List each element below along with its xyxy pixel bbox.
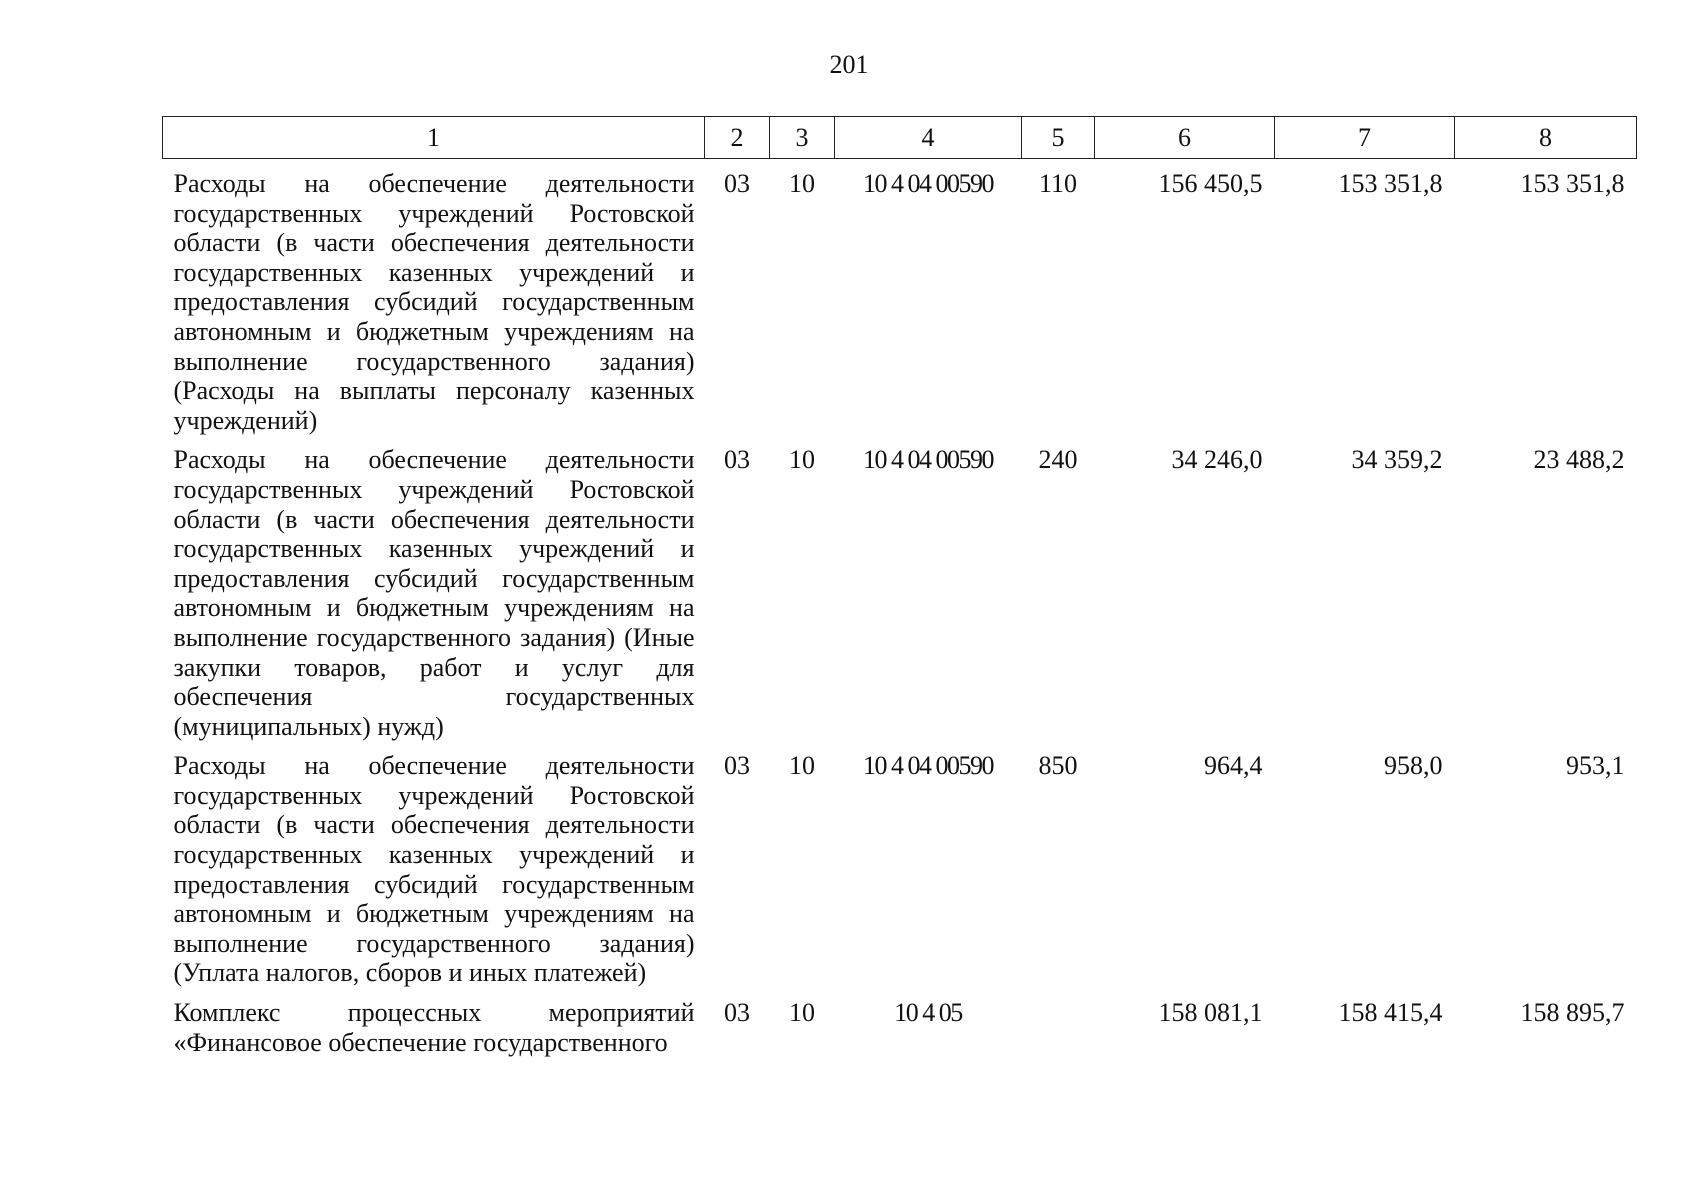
row-section: 03 <box>724 169 750 198</box>
header-row <box>163 117 1637 159</box>
row-amount-col7: 153 351,8 <box>1338 169 1443 198</box>
row-amount-col8: 23 488,2 <box>1533 445 1625 475</box>
budget-table <box>162 116 1637 1057</box>
row-description: Комплекс процессных мероприятий «Финансовое обеспечение государственного <box>173 998 695 1057</box>
row-subsection: 10 <box>789 751 815 781</box>
table-row <box>163 435 1637 741</box>
row-expense-type: 110 <box>1038 169 1078 198</box>
row-section: 03 <box>724 998 750 1028</box>
header-col-7: 7 <box>1275 117 1455 159</box>
row-description: Расходы на обеспечение деятельности государственных учреждений Ростовской области (в части обеспечения деятельности государственных казенных учреждений и предоставления субсидий государственным автономным и бюджетным учреждениям на выполнение государственного задания) (Уплата налогов, сборов и иных платежей) <box>173 751 695 988</box>
row-section: 03 <box>724 445 750 475</box>
table-row <box>163 159 1637 436</box>
row-description: Расходы на обеспечение деятельности государственных учреждений Ростовской области (в части обеспечения деятельности государственных казенных учреждений и предоставления субсидий государственным автономным и бюджетным учреждениям на выполнение государственного задания) (Иные закупки товаров, работ и услуг для обеспечения государственных (муниципальных) нужд) <box>173 445 695 741</box>
table-row <box>163 741 1637 988</box>
row-amount-col6: 158 081,1 <box>1158 998 1263 1028</box>
row-target-code: 10 4 04 00590 <box>863 445 993 475</box>
row-target-code: 10 4 04 00590 <box>863 751 993 781</box>
row-expense-type: 240 <box>1038 445 1078 475</box>
row-description: Расходы на обеспечение деятельности государственных учреждений Ростовской области (в части обеспечения деятельности государственных казенных учреждений и предоставления субсидий государственным автономным и бюджетным учреждениям на выполнение государственного задания) (Расходы на выплаты персоналу казенных учреждений) <box>173 169 695 435</box>
row-amount-col8: 153 351,8 <box>1520 169 1625 198</box>
row-amount-col6: 964,4 <box>1204 751 1263 781</box>
row-amount-col6: 156 450,5 <box>1158 169 1263 198</box>
row-target-code: 10 4 04 00590 <box>863 169 993 198</box>
header-col-5: 5 <box>1022 117 1095 159</box>
row-subsection: 10 <box>789 169 815 198</box>
header-col-4: 4 <box>835 117 1022 159</box>
row-amount-col8: 953,1 <box>1566 751 1625 781</box>
row-amount-col7: 34 359,2 <box>1351 445 1443 475</box>
row-target-code: 10 4 05 <box>894 998 962 1028</box>
header-col-3: 3 <box>770 117 835 159</box>
row-section: 03 <box>724 751 750 781</box>
row-subsection: 10 <box>789 998 815 1028</box>
header-col-2: 2 <box>705 117 770 159</box>
row-expense-type: 850 <box>1038 751 1078 781</box>
header-col-8: 8 <box>1455 117 1637 159</box>
header-col-6: 6 <box>1095 117 1275 159</box>
row-amount-col7: 958,0 <box>1384 751 1443 781</box>
row-description-cell <box>163 988 705 1057</box>
table-row <box>163 988 1637 1057</box>
row-amount-col6: 34 246,0 <box>1171 445 1263 475</box>
header-col-1: 1 <box>163 117 705 159</box>
page-number: 201 <box>829 50 869 79</box>
row-amount-col7: 158 415,4 <box>1338 998 1443 1028</box>
row-amount-col8: 158 895,7 <box>1520 998 1625 1028</box>
row-expense-type <box>1022 988 1095 1057</box>
row-subsection: 10 <box>789 445 815 475</box>
